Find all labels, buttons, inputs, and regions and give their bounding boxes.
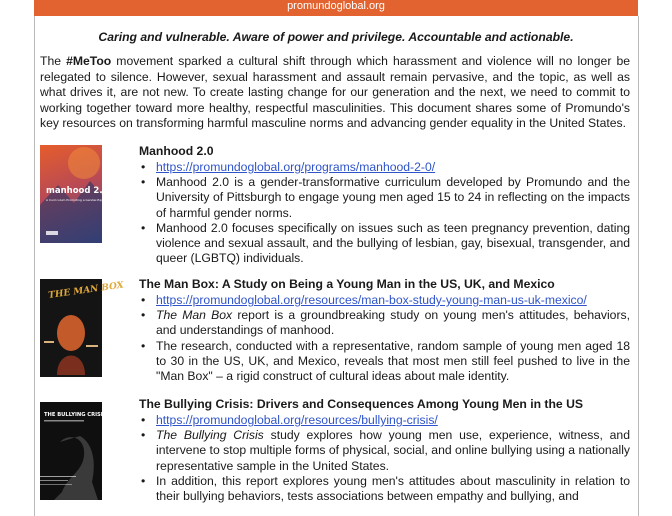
svg-text:A Curriculum Promoting a Gende: A Curriculum Promoting a Gender-Equitable Future of Manhood [46, 198, 141, 202]
resource-title: Manhood 2.0 [139, 144, 214, 158]
site-url[interactable]: promundoglobal.org [287, 0, 385, 12]
manhood-cover-image [40, 145, 141, 243]
man-box-cover-image [40, 279, 125, 377]
header-banner [34, 0, 638, 16]
resource-title: The Bullying Crisis: Drivers and Consequences Among Young Men in the US [139, 397, 584, 411]
bullying-crisis-cover-image [40, 402, 107, 500]
list-item: • The Man Box report is a groundbreaking study on young men's attitudes, behaviors, and understandings of manhood. [141, 308, 631, 338]
list-item: • https://promundoglobal.org/resources/man-box-study-young-man-us-uk-mexico/ [141, 293, 587, 307]
list-item: • Manhood 2.0 focuses specifically on issues such as teen pregnancy prevention, dating violence and sexual assault, and the bullying of lesbian, gay, bisexual, transgender, and queer (LGBTQ) individuals. [141, 220, 630, 266]
resource-bullets [139, 160, 630, 266]
resource-bullets [139, 413, 630, 504]
resource-title: The Man Box: A Study on Being a Young Man in the US, UK, and Mexico [139, 277, 555, 291]
list-item: • The research, conducted with a representative, random sample of young men aged 18 to 30 in the US, UK, and Mexico, reveals that most men still feel pushed to live in the "Man Box" – a rigid construct of cultural ideas about male identity. [141, 338, 630, 384]
resource-bullets [139, 293, 630, 384]
svg-text:manhood 2.0: manhood 2.0 [46, 186, 109, 196]
list-item: • In addition, this report explores young men's attitudes about masculinity in relation to their bullying behaviors, tests associations between empathy and bullying, and [141, 473, 630, 504]
resource-link[interactable]: https://promundoglobal.org/programs/manhood-2-0/ [156, 160, 436, 174]
intro-paragraph: The #MeToo movement sparked a cultural shift through which harassment and violence will no longer be relegated to silence. However, sexual harassment and assault remain pervasive, and the topic, as well as what drives it, are not new. To create lasting change for our generation and the next, we need to commit to working together toward more healthy, respectful masculinities. This document shares some of Promundo's key resources on transforming harmful masculine norms and advancing gender equality in the United States. [40, 54, 630, 131]
list-item: • https://promundoglobal.org/resources/bullying-crisis/ [141, 413, 438, 427]
tagline: Caring and vulnerable. Aware of power and privilege. Accountable and actionable. [98, 30, 574, 44]
list-item: • The Bullying Crisis study explores how young men use, experience, witness, and intervene to stop multiple forms of physical, social, and online bullying using a nationally representative sample in the United States. [141, 428, 630, 473]
list-item: • https://promundoglobal.org/programs/manhood-2-0/ [141, 160, 436, 174]
svg-text:THE MAN BOX: THE MAN BOX [47, 280, 125, 301]
resource-link[interactable]: https://promundoglobal.org/resources/bullying-crisis/ [156, 413, 438, 427]
svg-text:THE BULLYING CRISIS: THE BULLYING CRISIS [44, 412, 107, 418]
list-item: • Manhood 2.0 is a gender-transformative curriculum developed by Promundo and the University of Pittsburgh to engage young men aged 15 to 24 in reflecting on the impacts of harmful gender norms. [141, 175, 630, 220]
resource-link[interactable]: https://promundoglobal.org/resources/man-box-study-young-man-us-uk-mexico/ [156, 293, 587, 307]
metoo-hashtag: #MeToo [66, 54, 112, 68]
